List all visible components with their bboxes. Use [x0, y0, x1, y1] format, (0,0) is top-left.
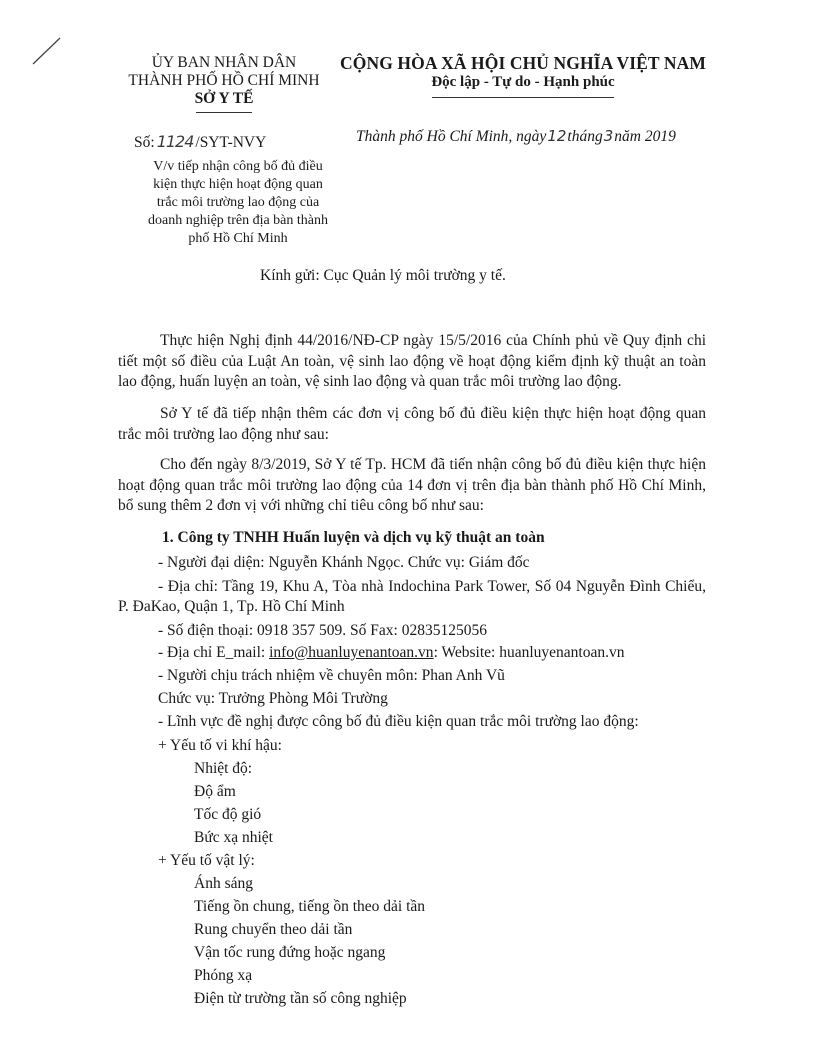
website-text: : Website: huanluyenantoan.vn [433, 644, 625, 661]
date-part-3: năm 2019 [614, 128, 676, 145]
list-item: Phóng xạ [194, 967, 253, 984]
company-phone: - Số điện thoại: 0918 357 509. Số Fax: 02835125056 [158, 622, 487, 639]
national-header [338, 53, 708, 98]
company-representative: - Người đại diện: Nguyễn Khánh Ngọc. Chức vụ: Giám đốc [158, 554, 530, 571]
list-item: Tiếng ồn chung, tiếng ồn theo dải tần [194, 898, 426, 915]
subject-line: kiện thực hiện hoạt động quan [153, 177, 323, 192]
department-name: SỞ Y TẾ [194, 90, 254, 107]
doc-number-suffix: /SYT-NVY [195, 134, 267, 151]
responsible-person: - Người chịu trách nhiệm về chuyên môn: Phan Anh Vũ [158, 667, 505, 684]
list-item: Nhiệt độ: [194, 760, 253, 777]
email-label: - Địa chỉ E_mail: [158, 644, 270, 661]
list-item: Rung chuyển theo dải tần [194, 921, 353, 938]
email-link[interactable]: info@huanluyenantoan.vn [269, 644, 434, 661]
paragraph-acceptance: Sở Y tế đã tiếp nhận thêm các đơn vị công bố đủ điều kiện thực hiện hoạt động quan trắc môi trường lao động như sau: [118, 405, 706, 443]
company-contact [158, 643, 624, 663]
responsible-position: Chức vụ: Trưởng Phòng Môi Trường [158, 690, 388, 707]
physical-factors-heading: + Yếu tố vật lý: [158, 852, 255, 869]
place-and-date [356, 127, 676, 146]
handwritten-slash-mark [30, 36, 64, 66]
date-part-2: tháng [567, 128, 603, 145]
national-motto: Độc lập - Tự do - Hạnh phúc [431, 74, 615, 90]
subject-line: V/v tiếp nhận công bố đủ điều [153, 159, 323, 174]
paragraph-update: Cho đến ngày 8/3/2019, Sở Y tế Tp. HCM đã tiến nhận công bố đủ điều kiện thực hiện hoạt động quan trắc môi trường lao động của 14 đơn vị trên địa bàn thành phố Hồ Chí Minh, bổ sung thêm 2 đơn vị với những chỉ tiêu công bố như sau: [118, 456, 706, 514]
climate-factors-heading: + Yếu tố vi khí hậu: [158, 737, 282, 754]
requested-field: - Lĩnh vực đề nghị được công bố đủ điều kiện quan trắc môi trường lao động: [158, 713, 639, 730]
doc-number-handwritten: 1124 [156, 132, 194, 151]
list-item: Độ ẩm [194, 783, 236, 800]
doc-number-prefix: Số: [134, 134, 155, 151]
nation-name: CỘNG HÒA XÃ HỘI CHỦ NGHĨA VIỆT NAM [340, 53, 706, 73]
header-divider-right [432, 97, 614, 98]
subject-line: phố Hồ Chí Minh [188, 231, 288, 246]
subject-block [128, 158, 348, 248]
date-month-handwritten: 3 [603, 127, 614, 145]
authority-line-1: ỦY BAN NHÂN DÂN [151, 54, 297, 71]
authority-line-2: THÀNH PHỐ HỒ CHÍ MINH [128, 72, 320, 89]
document-number [134, 133, 266, 152]
header-divider-left [196, 112, 252, 113]
list-item: Bức xạ nhiệt [194, 829, 273, 846]
company-section-title: 1. Công ty TNHH Huấn luyện và dịch vụ kỹ thuật an toàn [162, 529, 545, 546]
issuing-authority-header [110, 54, 338, 113]
list-item: Vận tốc rung đứng hoặc ngang [194, 944, 386, 961]
recipient-line: Kính gửi: Cục Quản lý môi trường y tế. [260, 267, 506, 284]
paragraph-legal-basis: Thực hiện Nghị định 44/2016/NĐ-CP ngày 15/5/2016 của Chính phủ về Quy định chi tiết một số điều của Luật An toàn, vệ sinh lao động về hoạt động kiểm định kỹ thuật an toàn lao động, huấn luyện an toàn, vệ sinh lao động và quan trắc môi trường lao động. [118, 332, 706, 390]
list-item: Điện từ trường tần số công nghiệp [194, 990, 407, 1007]
subject-line: doanh nghiệp trên địa bàn thành [147, 213, 328, 228]
date-part-1: Thành phố Hồ Chí Minh, ngày [356, 128, 547, 145]
subject-line: trắc môi trường lao động của [156, 195, 320, 210]
list-item: Tốc độ gió [194, 806, 262, 823]
company-address: - Địa chỉ: Tầng 19, Khu A, Tòa nhà Indochina Park Tower, Số 04 Nguyễn Đình Chiểu, P. ĐaKao, Quận 1, Tp. Hồ Chí Minh [118, 578, 706, 615]
list-item: Ánh sáng [194, 875, 253, 892]
date-day-handwritten: 12 [547, 127, 567, 145]
